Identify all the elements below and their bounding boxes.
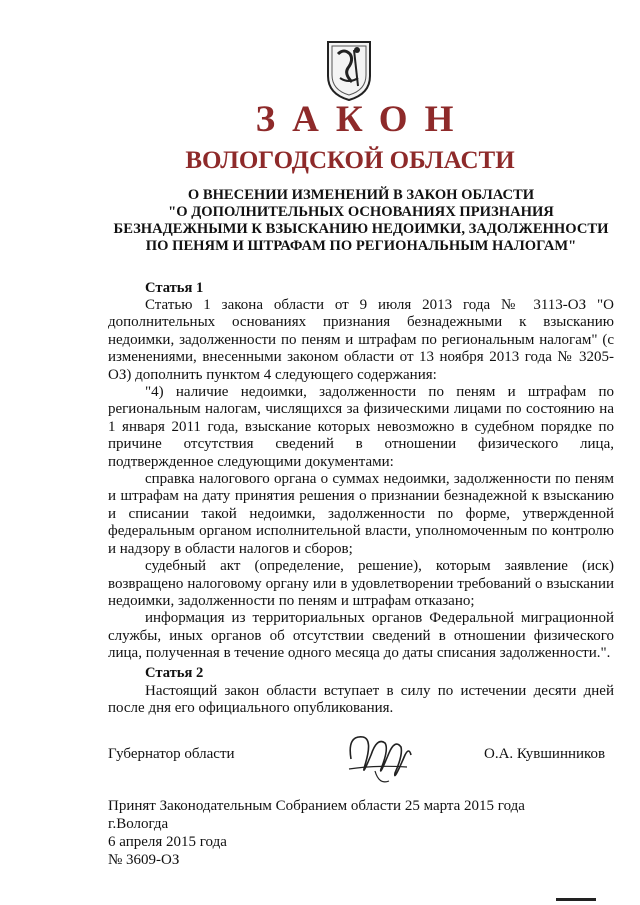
document-title: ЗАКОН — [255, 99, 471, 140]
governor-position: Губернатор области — [108, 746, 235, 762]
adoption-statement: Принят Законодательным Собранием области 25 марта 2015 года — [108, 798, 525, 814]
article-1-heading: Статья 1 — [145, 280, 204, 296]
article-2-body — [108, 683, 614, 718]
article-1-document-1: справка налогового органа о суммах недоимки, задолженности по пеням и штрафам на дату принятия решения о признании безнадежной к взысканию и списании такой недоимки, задолженности по форме, утвержденной федеральным органом исполнительной власти, уполномоченным по контролю и надзору в области налогов и сборов; — [108, 471, 614, 557]
adoption-block — [108, 797, 525, 869]
law-number: № 3609-ОЗ — [108, 852, 180, 868]
law-title-line: "О ДОПОЛНИТЕЛЬНЫХ ОСНОВАНИЯХ ПРИЗНАНИЯ — [168, 204, 554, 220]
coat-of-arms-icon — [324, 38, 374, 102]
scan-mark — [556, 898, 596, 901]
article-1-point-4: "4) наличие недоимки, задолженности по пеням и штрафам по региональным налогам, числящихся за физическими лицами по состоянию на 1 января 2011 года, взыскание которых невозможно в судебном порядке по причине отсутствия сведений в отношении физического лица, подтвержденное следующими документами: — [108, 384, 614, 470]
law-title — [108, 187, 614, 255]
governor-name: О.А. Кувшинников — [484, 746, 606, 762]
signature-icon — [345, 725, 415, 787]
adoption-date: 6 апреля 2015 года — [108, 834, 227, 850]
law-title-line: БЕЗНАДЕЖНЫМИ К ВЗЫСКАНИЮ НЕДОИМКИ, ЗАДОЛЖЕННОСТИ — [113, 221, 609, 237]
article-1-document-2: судебный акт (определение, решение), которым заявление (иск) возвращено налоговому органу или в удовлетворении требований о взыскании недоимки, задолженности по пеням и штрафам отказано; — [108, 558, 614, 609]
law-title-line: О ВНЕСЕНИИ ИЗМЕНЕНИЙ В ЗАКОН ОБЛАСТИ — [187, 187, 535, 203]
article-1-body — [108, 297, 614, 663]
region-title: ВОЛОГОДСКОЙ ОБЛАСТИ — [185, 147, 515, 174]
article-1-intro: Статью 1 закона области от 9 июля 2013 года № 3113-ОЗ "О дополнительных основаниях признания безнадежными к взысканию недоимки, задолженности по пеням и штрафам по региональным налогам" (с изменениями, внесенными законом области от 13 ноября 2013 года № 3205-ОЗ) дополнить пунктом 4 следующего содержания: — [108, 297, 614, 383]
article-2-text: Настоящий закон области вступает в силу по истечении десяти дней после дня его официального опубликования. — [108, 683, 614, 717]
adoption-city: г.Вологда — [108, 816, 169, 832]
article-2-heading: Статья 2 — [145, 665, 204, 681]
law-title-line: ПО ПЕНЯМ И ШТРАФАМ ПО РЕГИОНАЛЬНЫМ НАЛОГАМ" — [145, 238, 577, 254]
article-1-document-3: информация из территориальных органов Федеральной миграционной службы, иных органов об отсутствии сведений в отношении физического лица, полученная в течение одного месяца до даты списания задолженности.". — [108, 610, 614, 662]
